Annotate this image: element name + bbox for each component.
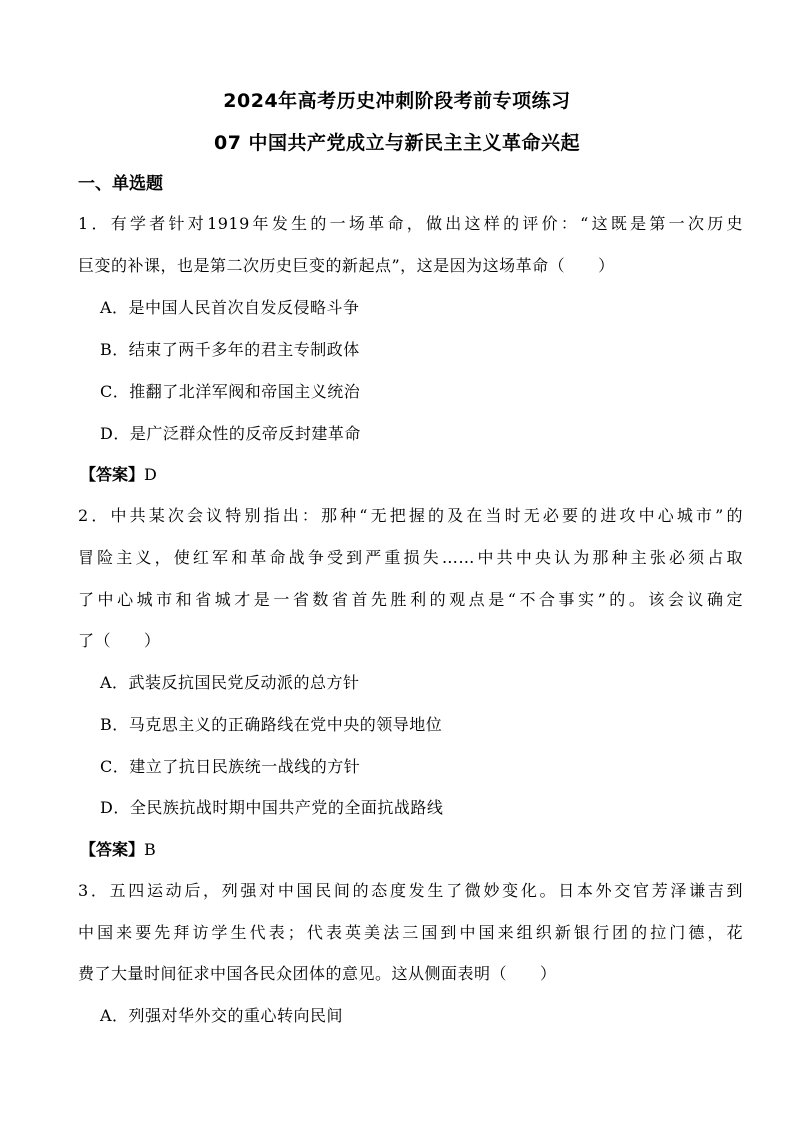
answer-tag: 【答案】: [80, 465, 145, 484]
question-1-answer: [80, 462, 157, 485]
question-2-stem-line-2: 冒险主义，使红军和革命战争受到严重损失……中共中央认为那种主张必须占取: [78, 548, 743, 567]
question-2-option-d: D．全民族抗战时期中国共产党的全面抗战路线: [100, 798, 444, 817]
question-1-option-a: A．是中国人民首次自发反侵略斗争: [100, 298, 360, 317]
question-2-stem-line-1: 2．中共某次会议特别指出：那种“无把握的及在当时无必要的进攻中心城市”的: [78, 506, 743, 525]
question-3-stem-line-2: 中国来要先拜访学生代表；代表英美法三国到中国来组织新银行团的拉门德，花: [78, 923, 743, 942]
question-3-option-a: A．列强对华外交的重心转向民间: [100, 1006, 344, 1025]
answer-value: D: [144, 465, 157, 484]
section-heading: 一、单选题: [78, 174, 163, 194]
answer-tag: 【答案】: [80, 840, 145, 859]
question-1-stem-line-2: 巨变的补课，也是第二次历史巨变的新起点”，这是因为这场革命（ ）: [78, 256, 615, 275]
question-3-stem-line-1: 3．五四运动后，列强对中国民间的态度发生了微妙变化。日本外交官芳泽谦吉到: [78, 881, 743, 900]
question-2-option-a: A．武装反抗国民党反动派的总方针: [100, 673, 360, 692]
document-subtitle: 07 中国共产党成立与新民主主义革命兴起: [213, 132, 581, 154]
question-2-stem-line-4: 了（ ）: [78, 631, 161, 650]
question-2-option-b: B．马克思主义的正确路线在党中央的领导地位: [100, 715, 443, 734]
question-1-option-c: C．推翻了北洋军阀和帝国主义统治: [100, 382, 361, 401]
question-1-stem-line-1: 1．有学者针对1919年发生的一场革命，做出这样的评价：“这既是第一次历史: [78, 214, 743, 233]
question-3-stem-line-3: 费了大量时间征求中国各民众团体的意见。这从侧面表明（ ）: [78, 964, 557, 983]
question-2-answer: [80, 837, 156, 860]
question-2-stem-line-3: 了中心城市和省城才是一省数省首先胜利的观点是“不合事实”的。该会议确定: [78, 590, 743, 609]
question-1-option-b: B．结束了两千多年的君主专制政体: [100, 340, 360, 359]
answer-value: B: [144, 840, 156, 859]
question-1-option-d: D．是广泛群众性的反帝反封建革命: [100, 424, 361, 443]
document-title: 2024年高考历史冲刺阶段考前专项练习: [223, 90, 571, 112]
question-2-option-c: C．建立了抗日民族统一战线的方针: [100, 757, 361, 776]
